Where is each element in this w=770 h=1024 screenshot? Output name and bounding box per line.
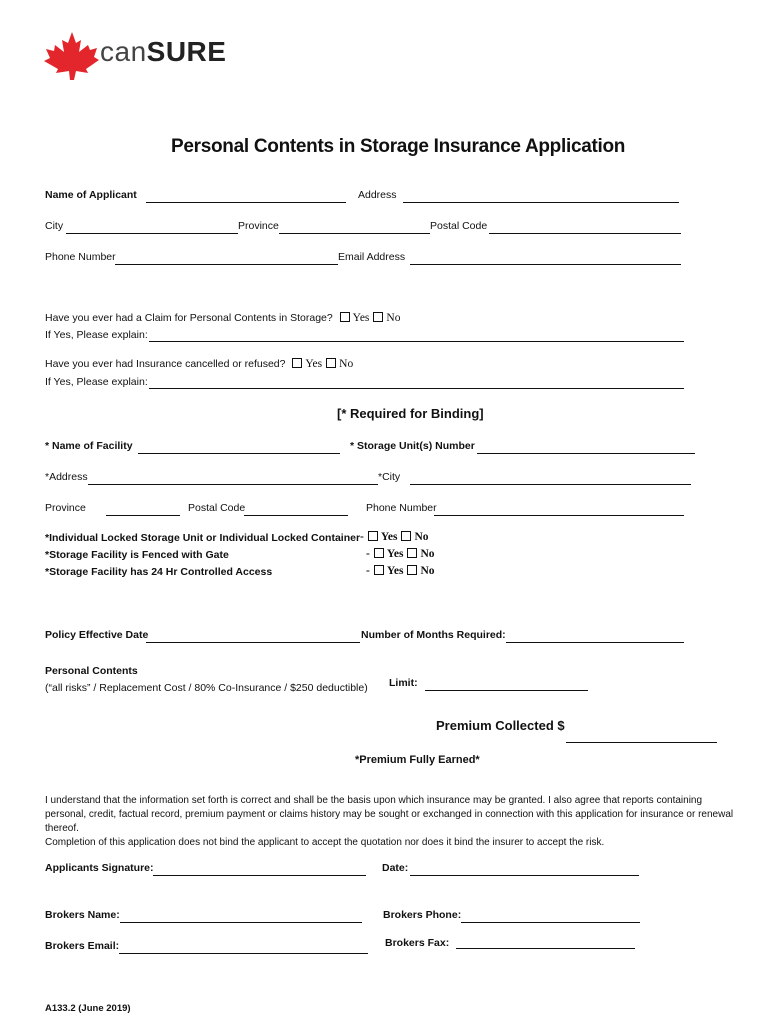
months-required-label: Number of Months Required: — [361, 629, 506, 641]
province-label: Province — [238, 220, 279, 232]
locked-no-checkbox[interactable] — [401, 531, 411, 541]
phone-number-label: Phone Number — [45, 251, 116, 263]
facility-address-label: *Address — [45, 471, 88, 483]
access-no-checkbox[interactable] — [407, 565, 417, 575]
postal-code-label: Postal Code — [430, 220, 488, 232]
fenced-label: *Storage Facility is Fenced with Gate — [45, 549, 229, 561]
brokers-email-field[interactable] — [119, 953, 368, 954]
facility-address-field[interactable] — [88, 484, 378, 485]
fenced-no-checkbox[interactable] — [407, 548, 417, 558]
postal-code-field[interactable] — [489, 233, 681, 234]
facility-province-label: Province — [45, 502, 86, 514]
cancelled-yes-checkbox[interactable] — [292, 358, 302, 368]
cancelled-question: Have you ever had Insurance cancelled or refused? Yes No — [45, 358, 354, 370]
facility-city-field[interactable] — [410, 484, 691, 485]
facility-name-field[interactable] — [138, 453, 340, 454]
locked-unit-options: - Yes No — [360, 531, 429, 543]
declaration-text: I understand that the information set forth is correct and shall be the basis upon which insurance may be granted. I also agree that reports containing personal, credit, factual record, premium payment or claims history may be sought or exchanged in connection with this application for insurance or renewal thereof. Completion of this application does not bind the applicant to accept the quotation nor does it bind the insurer to accept the risk. — [45, 795, 734, 848]
phone-number-field[interactable] — [115, 264, 338, 265]
facility-city-label: *City — [378, 471, 401, 483]
claim-question: Have you ever had a Claim for Personal Contents in Storage? Yes No — [45, 312, 401, 324]
brokers-email-label: Brokers Email: — [45, 940, 120, 952]
facility-province-field[interactable] — [106, 515, 180, 516]
city-field[interactable] — [66, 233, 238, 234]
brokers-fax-label: Brokers Fax: — [385, 937, 450, 949]
limit-field[interactable] — [425, 690, 588, 691]
cancelled-no-checkbox[interactable] — [326, 358, 336, 368]
cancelled-explain-label: If Yes, Please explain: — [45, 376, 148, 388]
cansure-logo — [42, 30, 227, 82]
applicant-signature-label: Applicants Signature: — [45, 862, 154, 874]
brokers-name-field[interactable] — [120, 922, 362, 923]
email-address-label: Email Address — [338, 251, 406, 263]
fenced-options: - Yes No — [366, 548, 435, 560]
locked-yes-checkbox[interactable] — [368, 531, 378, 541]
storage-unit-label: * Storage Unit(s) Number — [350, 440, 475, 452]
claim-yes-checkbox[interactable] — [340, 312, 350, 322]
controlled-access-options: - Yes No — [366, 565, 435, 577]
date-label: Date: — [382, 862, 409, 874]
facility-postal-code-field[interactable] — [244, 515, 348, 516]
address-field[interactable] — [403, 202, 679, 203]
claim-explain-label: If Yes, Please explain: — [45, 329, 148, 341]
policy-effective-date-label: Policy Effective Date — [45, 629, 149, 641]
personal-contents-note: (“all risks” / Replacement Cost / 80% Co-Insurance / $250 deductible) — [45, 682, 368, 694]
claim-explain-field[interactable] — [149, 341, 684, 342]
facility-name-label: * Name of Facility — [45, 440, 133, 452]
cancelled-explain-field[interactable] — [149, 388, 684, 389]
fenced-yes-checkbox[interactable] — [374, 548, 384, 558]
limit-label: Limit: — [389, 677, 418, 689]
facility-phone-field[interactable] — [434, 515, 684, 516]
name-of-applicant-field[interactable] — [146, 202, 346, 203]
controlled-access-label: *Storage Facility has 24 Hr Controlled Access — [45, 566, 273, 578]
address-label: Address — [358, 189, 397, 201]
storage-unit-field[interactable] — [477, 453, 695, 454]
form-code: A133.2 (June 2019) — [45, 1003, 131, 1014]
personal-contents-label: Personal Contents — [45, 665, 138, 677]
name-of-applicant-label: Name of Applicant — [45, 189, 137, 201]
logo-wordmark: canSURE — [100, 36, 227, 67]
premium-fully-earned: *Premium Fully Earned* — [355, 754, 480, 766]
brokers-phone-field[interactable] — [461, 922, 640, 923]
locked-unit-label: *Individual Locked Storage Unit or Individual Locked Container — [45, 532, 361, 544]
facility-postal-code-label: Postal Code — [188, 502, 246, 514]
brokers-fax-field[interactable] — [456, 948, 635, 949]
premium-collected-field[interactable] — [566, 742, 717, 743]
maple-leaf-icon — [42, 30, 100, 80]
premium-collected-label: Premium Collected $ — [436, 718, 565, 733]
brokers-name-label: Brokers Name: — [45, 909, 120, 921]
required-for-binding-heading: [* Required for Binding] — [337, 406, 484, 421]
email-address-field[interactable] — [410, 264, 681, 265]
applicant-signature-field[interactable] — [153, 875, 366, 876]
claim-no-checkbox[interactable] — [373, 312, 383, 322]
date-field[interactable] — [410, 875, 639, 876]
access-yes-checkbox[interactable] — [374, 565, 384, 575]
months-required-field[interactable] — [506, 642, 684, 643]
city-label: City — [45, 220, 64, 232]
page-title: Personal Contents in Storage Insurance Application — [171, 136, 626, 157]
facility-phone-label: Phone Number — [366, 502, 437, 514]
policy-effective-date-field[interactable] — [146, 642, 360, 643]
province-field[interactable] — [279, 233, 430, 234]
brokers-phone-label: Brokers Phone: — [383, 909, 462, 921]
